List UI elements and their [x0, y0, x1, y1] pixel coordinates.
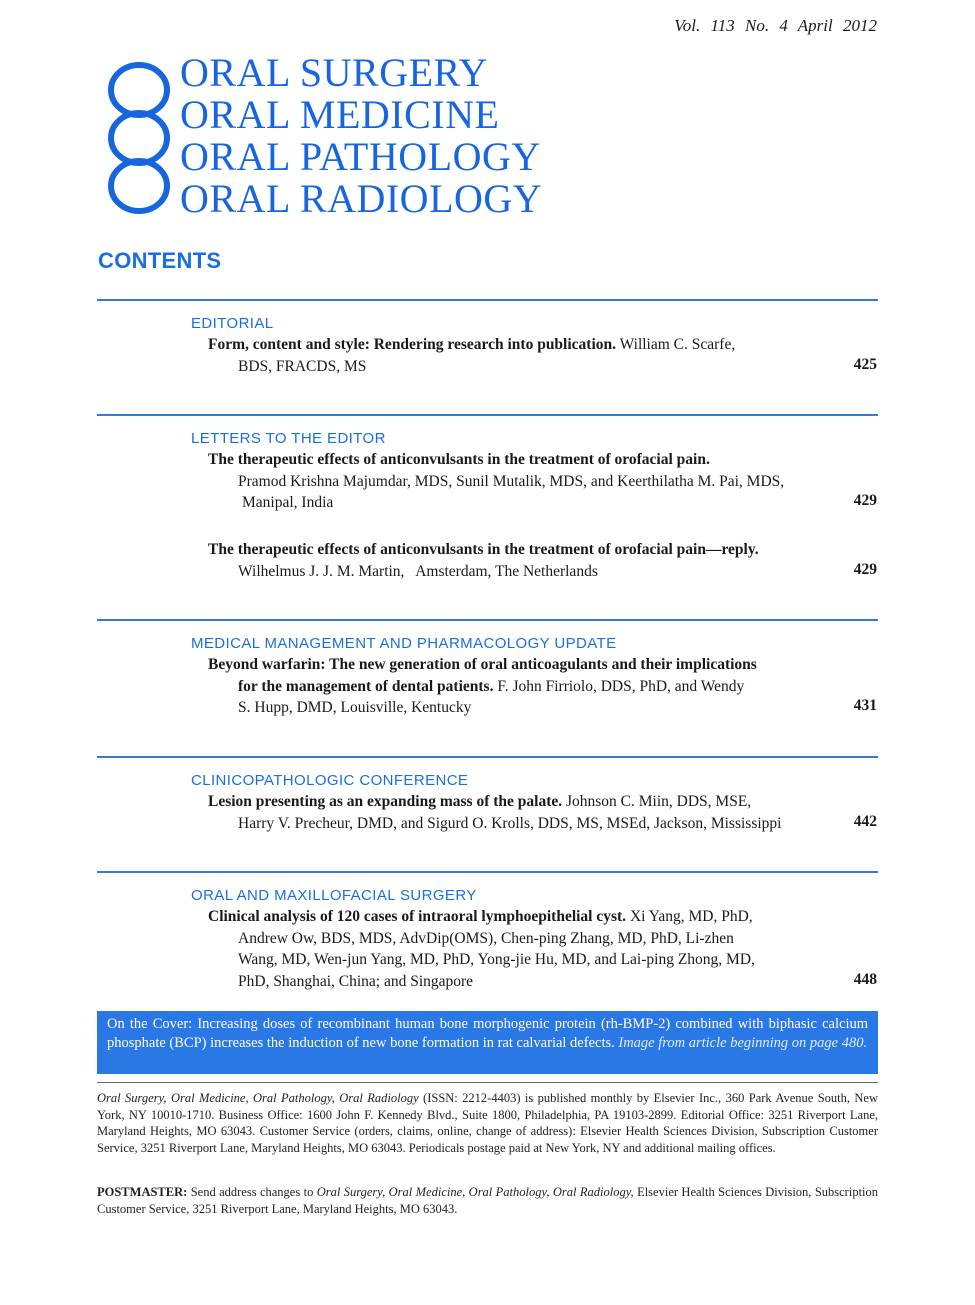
toc-entry[interactable]: [208, 334, 820, 377]
triple-ring-logo-icon: [104, 56, 174, 221]
postmaster-address: Elsevier Health Sciences Division, Subscription Customer Service, 3251 Riverport Lane, Maryland Heights, MO 63043.: [97, 1185, 879, 1216]
postmaster-info: [97, 1184, 878, 1217]
toc-entry[interactable]: [208, 539, 820, 582]
article-authors: Wang, MD, Wen-jun Yang, MD, PhD, Yong-jie Hu, MD, and Lai-ping Zhong, MD,: [238, 951, 755, 968]
article-authors: William C. Scarfe,: [619, 336, 736, 353]
cover-note: Image from article beginning on page 480.: [618, 1035, 868, 1051]
toc-entry[interactable]: [208, 906, 820, 992]
journal-title: [180, 52, 542, 220]
publisher-info: [97, 1090, 878, 1156]
journal-title-line: ORAL PATHOLOGY: [180, 134, 541, 179]
journal-name: Oral Surgery, Oral Medicine, Oral Pathology, Oral Radiology,: [316, 1185, 634, 1199]
article-authors: F. John Firriolo, DDS, PhD, and Wendy: [497, 677, 745, 695]
page-number: 448: [853, 971, 877, 988]
article-title: for the management of dental patients.: [238, 677, 494, 695]
journal-name: Oral Surgery, Oral Medicine, Oral Pathology, Oral Radiology: [97, 1091, 419, 1105]
section-heading-medical-management: MEDICAL MANAGEMENT AND PHARMACOLOGY UPDATE: [191, 635, 617, 652]
article-authors: Manipal, India: [242, 494, 334, 511]
journal-title-line: ORAL SURGERY: [180, 50, 488, 95]
section-heading-editorial: EDITORIAL: [191, 315, 274, 332]
article-authors: Xi Yang, MD, PhD,: [629, 908, 753, 925]
article-title: Beyond warfarin: The new generation of oral anticoagulants and their implications: [208, 656, 757, 673]
section-heading-clinicopathologic: CLINICOPATHOLOGIC CONFERENCE: [191, 772, 469, 789]
page-number: 429: [853, 492, 877, 509]
article-authors: Andrew Ow, BDS, MDS, AdvDip(OMS), Chen-ping Zhang, MD, PhD, Li-zhen: [238, 929, 734, 947]
section-heading-letters: LETTERS TO THE EDITOR: [191, 430, 386, 447]
article-authors: Johnson C. Miin, DDS, MSE,: [565, 793, 752, 810]
toc-entry[interactable]: [208, 654, 820, 719]
article-title: The therapeutic effects of anticonvulsants in the treatment of orofacial pain.: [208, 451, 710, 468]
page-number: 431: [853, 697, 877, 714]
article-authors: PhD, Shanghai, China; and Singapore: [238, 972, 474, 990]
contents-heading: CONTENTS: [98, 248, 222, 273]
publisher-text: (ISSN: 2212-4403) is published monthly by Elsevier Inc., 360 Park Avenue South, New York, NY 10010-1710. Business Office: 1600 John F. Kennedy Blvd., Suite 1800, Philadelphia, PA 19103-2899. Editorial Office: 3251 Riverport Lane, Maryland Heights, MO 63043. Customer Service (orders, claims, online, change of address): Elsevier Health Sciences Division, Subscription Customer Service, 3251 Riverport Lane, Maryland Heights, MO 63043. Periodicals postage paid at New York, NY and additional mailing offices.: [97, 1091, 879, 1155]
page-number: 429: [853, 561, 877, 578]
section-divider: [97, 619, 878, 621]
issue-info: Vol. 113 No. 4 April 2012: [674, 16, 877, 35]
article-title: Clinical analysis of 120 cases of intraoral lymphoepithelial cyst.: [208, 908, 627, 925]
page-number: 425: [853, 356, 877, 373]
toc-entry[interactable]: [208, 449, 820, 514]
postmaster-text: Send address changes to: [190, 1185, 314, 1199]
journal-title-line: ORAL MEDICINE: [180, 92, 500, 137]
toc-entry[interactable]: [208, 791, 820, 834]
section-divider: [97, 299, 878, 301]
section-divider: [97, 414, 878, 416]
article-title: The therapeutic effects of anticonvulsants in the treatment of orofacial pain—reply.: [208, 541, 759, 558]
article-authors: Wilhelmus J. J. M. Martin, Amsterdam, The Netherlands: [238, 562, 598, 580]
article-title: Form, content and style: Rendering research into publication.: [208, 336, 617, 353]
article-authors: Harry V. Precheur, DMD, and Sigurd O. Krolls, DDS, MS, MSEd, Jackson, Mississippi: [238, 814, 782, 832]
section-divider: [97, 871, 878, 873]
cover-divider: [97, 1082, 878, 1083]
page-number: 442: [853, 813, 877, 830]
journal-title-line: ORAL RADIOLOGY: [180, 176, 543, 221]
article-authors: BDS, FRACDS, MS: [238, 357, 367, 375]
cover-description: [97, 1011, 878, 1074]
cover-text: On the Cover: Increasing doses of recombinant human bone morphogenic protein (rh-BMP-2) combined with biphasic calcium phosphate (BCP) increases the induction of new bone formation in rat calvarial defects.: [107, 1016, 868, 1051]
article-title: Lesion presenting as an expanding mass of the palate.: [208, 793, 563, 810]
section-divider: [97, 756, 878, 758]
article-authors: Pramod Krishna Majumdar, MDS, Sunil Mutalik, MDS, and Keerthilatha M. Pai, MDS,: [238, 472, 785, 490]
article-authors: S. Hupp, DMD, Louisville, Kentucky: [238, 699, 472, 716]
section-heading-oral-maxillofacial: ORAL AND MAXILLOFACIAL SURGERY: [191, 887, 477, 904]
postmaster-label: POSTMASTER:: [97, 1185, 188, 1199]
